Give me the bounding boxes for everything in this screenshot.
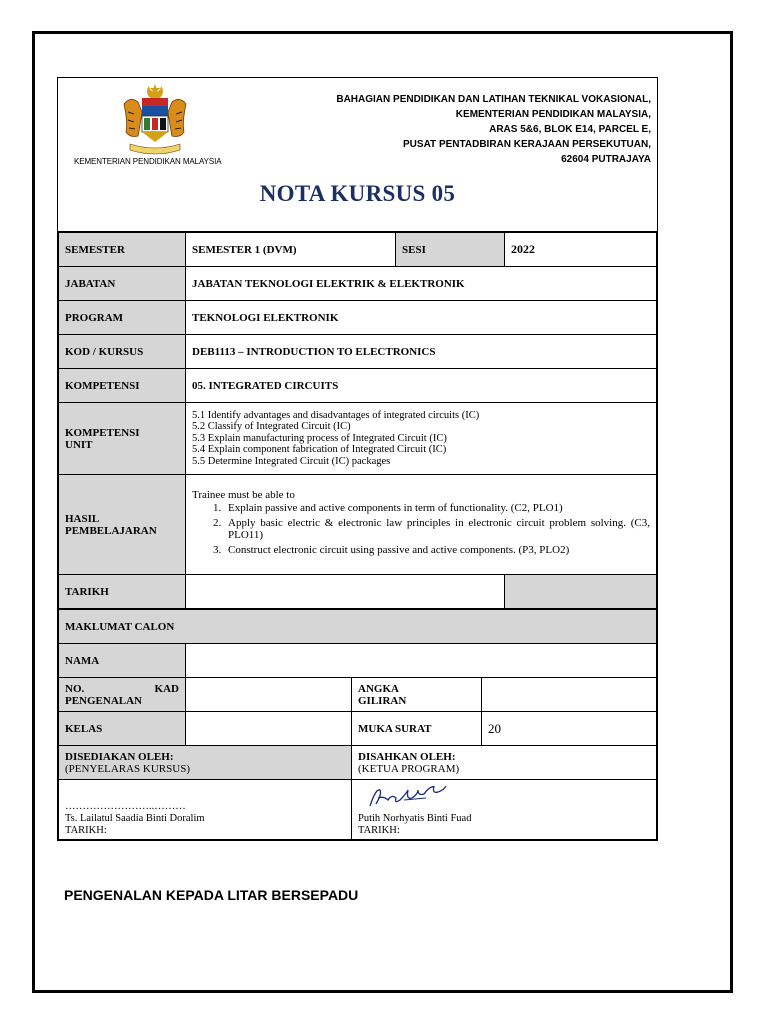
approved-by-cell — [352, 746, 657, 780]
label-line: PEMBELAJARAN — [65, 524, 157, 537]
tarikh-input[interactable] — [186, 575, 505, 609]
jabatan-label: JABATAN — [59, 267, 186, 301]
label-line: GILIRAN — [358, 694, 407, 707]
jabatan-value: JABATAN TEKNOLOGI ELEKTRIK & ELEKTRONIK — [186, 267, 657, 301]
course-info-table — [58, 232, 657, 609]
angka-giliran-label — [352, 678, 482, 712]
semester-label: SEMESTER — [59, 233, 186, 267]
label-line: PENGENALAN — [65, 694, 143, 707]
outcomes-list — [192, 503, 650, 557]
kelas-label: KELAS — [59, 712, 186, 746]
muka-surat-label: MUKA SURAT — [352, 712, 482, 746]
tarikh-shaded-cell — [505, 575, 657, 609]
prepared-signature-cell — [59, 780, 352, 840]
form-header — [58, 78, 657, 232]
label-line: HASIL — [65, 512, 100, 525]
approved-by-label: DISAHKAN OLEH: — [358, 750, 456, 763]
course-note-form — [57, 77, 658, 841]
label-line: KOMPETENSI — [65, 426, 140, 439]
angka-giliran-input[interactable] — [482, 678, 657, 712]
kompetensi-value: 05. INTEGRATED CIRCUITS — [186, 369, 657, 403]
prepared-by-role: (PENYELARAS KURSUS) — [65, 762, 190, 775]
label-word: NO. — [65, 682, 85, 695]
hasil-pembelajaran-label — [59, 475, 186, 575]
unit-item: 5.5 Determine Integrated Circuit (IC) packages — [192, 455, 391, 467]
address-line: PUSAT PENTADBIRAN KERAJAAN PERSEKUTUAN, — [403, 139, 651, 150]
address-line: 62604 PUTRAJAYA — [561, 154, 651, 165]
maklumat-calon-header: MAKLUMAT CALON — [59, 610, 657, 644]
kod-kursus-value: DEB1113 – INTRODUCTION TO ELECTRONICS — [186, 335, 657, 369]
section-heading: PENGENALAN KEPADA LITAR BERSEPADU — [64, 887, 359, 903]
program-value: TEKNOLOGI ELEKTRONIK — [186, 301, 657, 335]
unit-item: 5.2 Classify of Integrated Circuit (IC) — [192, 421, 351, 433]
agency-address — [336, 92, 651, 167]
page-title: NOTA KURSUS 05 — [259, 181, 456, 206]
sesi-label: SESI — [396, 233, 505, 267]
no-kad-pengenalan-label — [59, 678, 186, 712]
outcome-item: 1. Explain passive and active components in term of functionality. (C2, PLO1) — [224, 503, 650, 515]
nama-label: NAMA — [59, 644, 186, 678]
kompetensi-unit-label — [59, 403, 186, 475]
address-line: BAHAGIAN PENDIDIKAN DAN LATIHAN TEKNIKAL VOKASIONAL, — [336, 94, 651, 105]
no-kad-pengenalan-input[interactable] — [186, 678, 352, 712]
unit-item: 5.3 Explain manufacturing process of Integrated Circuit (IC) — [192, 432, 447, 444]
ministry-caption: KEMENTERIAN PENDIDIKAN MALAYSIA — [74, 157, 222, 166]
label-word: KAD — [154, 682, 179, 695]
learning-outcomes — [186, 475, 657, 575]
kelas-input[interactable] — [186, 712, 352, 746]
candidate-table — [58, 609, 657, 840]
tarikh-label: TARIKH — [59, 575, 186, 609]
label-line: UNIT — [65, 438, 93, 451]
unit-item: 5.4 Explain component fabrication of Integrated Circuit (IC) — [192, 444, 447, 456]
address-line: KEMENTERIAN PENDIDIKAN MALAYSIA, — [455, 109, 651, 120]
kompetensi-unit-list — [186, 403, 657, 475]
outcomes-intro: Trainee must be able to — [192, 488, 295, 501]
signature-dots: ……………………..……… — [65, 801, 186, 812]
sesi-value: 2022 — [505, 233, 657, 267]
address-line: ARAS 5&6, BLOK E14, PARCEL E, — [489, 124, 651, 135]
approved-by-role: (KETUA PROGRAM) — [358, 762, 460, 775]
approved-signature-cell — [352, 780, 657, 840]
coat-of-arms-icon — [116, 82, 194, 156]
approved-date-label: TARIKH: — [358, 825, 400, 836]
unit-item: 5.1 Identify advantages and disadvantages of integrated circuits (IC) — [192, 409, 480, 421]
prepared-name: Ts. Lailatul Saadia Binti Doralim — [65, 813, 205, 824]
kompetensi-label: KOMPETENSI — [59, 369, 186, 403]
semester-value: SEMESTER 1 (DVM) — [186, 233, 396, 267]
approved-name: Putih Norhyatis Binti Fuad — [358, 813, 472, 824]
outcome-item: 3. Construct electronic circuit using passive and active components. (P3, PLO2) — [224, 545, 650, 557]
prepared-by-cell — [59, 746, 352, 780]
muka-surat-value: 20 — [482, 712, 657, 746]
label-line: ANGKA — [358, 682, 399, 695]
program-label: PROGRAM — [59, 301, 186, 335]
prepared-date-label: TARIKH: — [65, 825, 107, 836]
kod-kursus-label: KOD / KURSUS — [59, 335, 186, 369]
nama-input[interactable] — [186, 644, 657, 678]
handwritten-signature-icon — [366, 786, 458, 812]
outcome-item: 2. Apply basic electric & electronic law principles in electronic circuit problem solving. (C3, PLO11) — [224, 518, 650, 541]
prepared-by-label: DISEDIAKAN OLEH: — [65, 750, 174, 763]
label-line — [65, 683, 179, 695]
